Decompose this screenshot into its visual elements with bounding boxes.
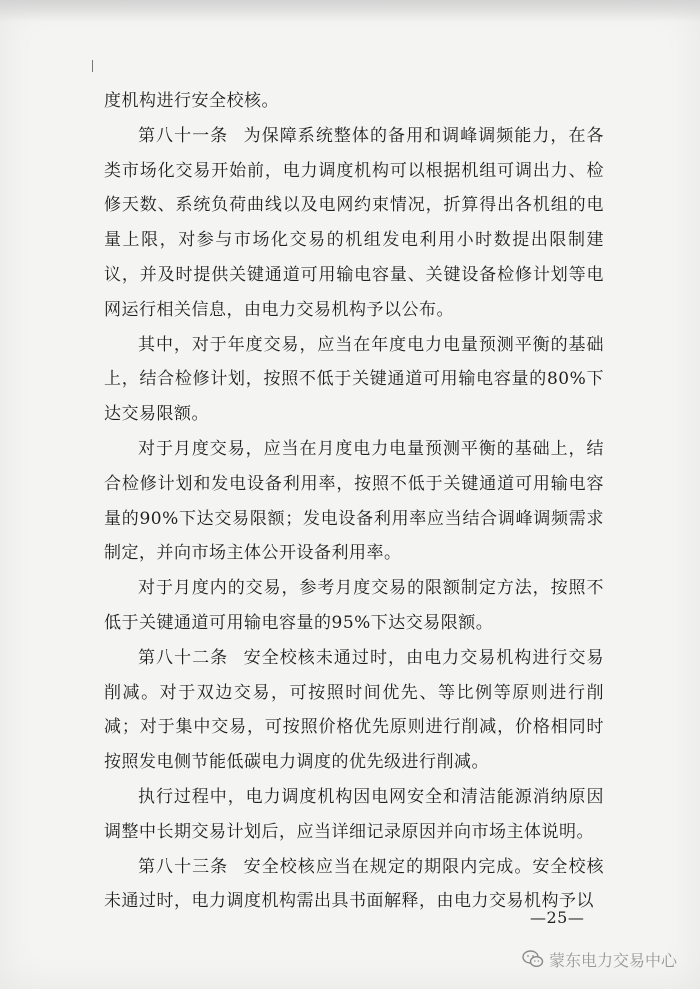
- paragraph-monthly-trade: [104, 432, 604, 571]
- paragraph-intra-month-trade: [104, 571, 604, 641]
- paragraph-text: 执行过程中，电力调度机构因电网安全和清洁能源消纳原因调整中长期交易计划后，应当详细记录原因并向市场主体说明。: [104, 786, 604, 842]
- wechat-icon: [522, 950, 544, 968]
- paragraph-annual-trade: [104, 328, 604, 432]
- paragraph-text: 对于月度交易，应当在月度电力电量预测平衡的基础上，结合检修计划和发电设备利用率，按照不低于关键通道可用输电容量的90%下达交易限额；发电设备利用率应当结合调峰调频需求制定，并向市场主体公开设备利用率。: [104, 438, 604, 564]
- article-82: [104, 641, 604, 780]
- paragraph-text: 其中，对于年度交易，应当在年度电力电量预测平衡的基础上，结合检修计划，按照不低于关键通道可用输电容量的80%下达交易限额。: [104, 334, 604, 425]
- paragraph-text: 为保障系统整体的备用和调峰调频能力，在各类市场化交易开始前，电力调度机构可以根据机组可调出力、检修天数、系统负荷曲线以及电网约束情况，折算得出各机组的电量上限，对参与市场化交易的机组发电利用小时数提出限制建议，并及时提供关键通道可用输电容量、关键设备检修计划等电网运行相关信息，由电力交易机构予以公布。: [104, 125, 605, 320]
- scan-edge-shadow: [0, 0, 700, 22]
- paragraph-execution: [104, 780, 604, 850]
- watermark: [522, 948, 677, 970]
- article-83: [104, 850, 604, 920]
- article-heading: 第八十三条: [138, 856, 238, 877]
- watermark-text: 蒙东电力交易中心: [549, 950, 678, 970]
- article-heading: 第八十一条: [138, 125, 238, 146]
- document-body: [104, 84, 604, 919]
- paragraph-text: 安全校核未通过时，由电力交易机构进行交易削减。对于双边交易，可按照时间优先、等比例等原则进行削减；对于集中交易，可按照价格优先原则进行削减，价格相同时按照发电侧节能低碳电力调度的优先级进行削减。: [104, 647, 605, 773]
- paragraph-text: 度机构进行安全校核。: [104, 91, 279, 111]
- article-heading: 第八十二条: [138, 647, 238, 668]
- margin-mark: [92, 60, 93, 72]
- paragraph-text: 对于月度内的交易，参考月度交易的限额制定方法，按照不低于关键通道可用输电容量的95%下达交易限额。: [104, 578, 604, 633]
- page-number: —25—: [530, 908, 585, 927]
- paragraph-text: 安全校核应当在规定的期限内完成。安全校核未通过时，电力调度机构需出具书面解释，由电力交易机构予以: [104, 856, 605, 912]
- article-81: [104, 119, 604, 328]
- paragraph-continuation: [104, 84, 604, 119]
